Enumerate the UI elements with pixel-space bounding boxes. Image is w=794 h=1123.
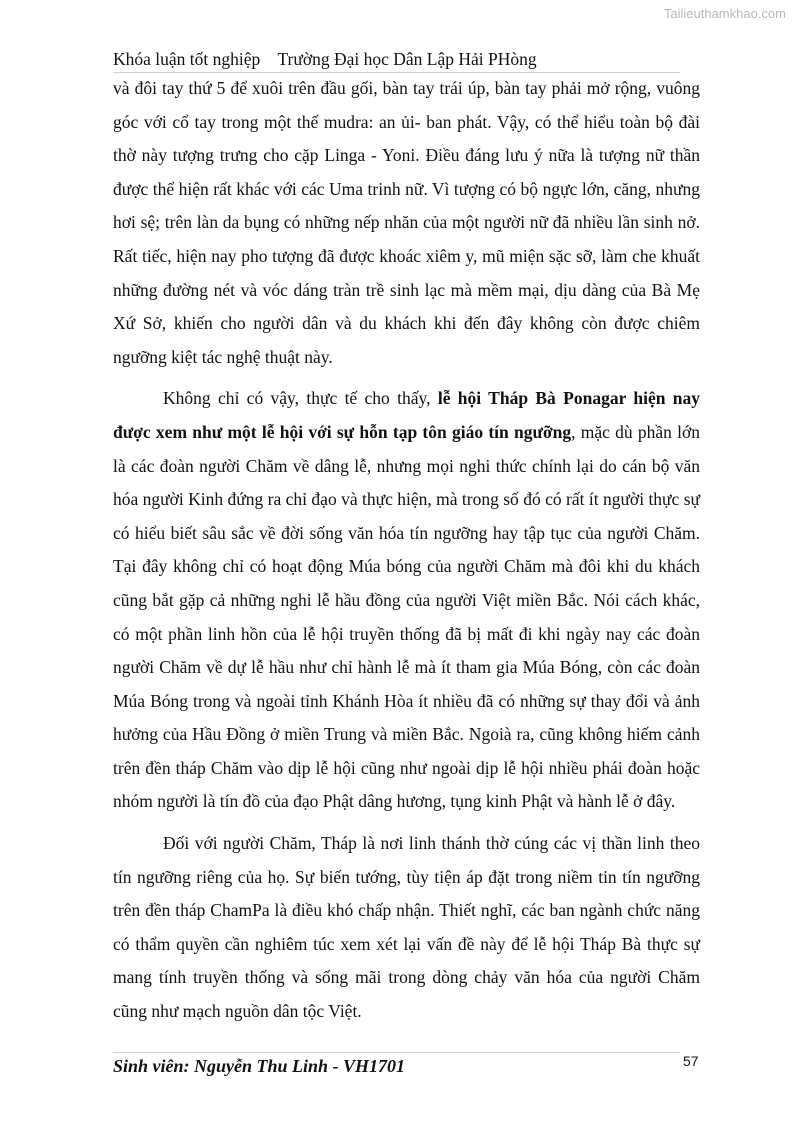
- footer-author: Sinh viên: Nguyễn Thu Linh - VH1701: [113, 1056, 406, 1076]
- page-number: 57: [683, 1053, 699, 1069]
- paragraph-2-text-start: Không chỉ có vậy, thực tế cho thấy,: [163, 388, 438, 409]
- paragraph-1: [113, 72, 700, 374]
- running-header: Khóa luận tốt nghiệp Trường Đại học Dân Lập Hải PHòng: [113, 49, 537, 69]
- footer-divider: [113, 1052, 680, 1053]
- paragraph-1-text: và đôi tay thứ 5 để xuôi trên đầu gối, bàn tay trái úp, bàn tay phải mở rộng, vuông góc với cổ tay trong một thế mudra: an ủi- ban phát. Vậy, có thể hiểu toàn bộ đài thờ này tượng trưng cho cặp Linga - Yoni. Điều đáng lưu ý nữa là tượng nữ thần được thể hiện rất khác với các Uma trinh nữ. Vì tượng có bộ ngực lớn, căng, nhưng hơi sệ; trên làn da bụng có những nếp nhăn của một người nữ đã nhiều lần sinh nở. Rất tiếc, hiện nay pho tượng đã được khoác xiêm y, mũ miện sặc sỡ, làm che khuất những đường nét và vóc dáng tràn trề sinh lạc mà mềm mại, dịu dàng của Bà Mẹ Xứ Sở, khiến cho người dân và du khách khi đến đây không còn được chiêm ngưỡng kiệt tác nghệ thuật này.: [113, 78, 700, 367]
- watermark-text: Tailieuthamkhao.com: [663, 6, 786, 21]
- paragraph-2-bold-phrase: lễ hội Tháp Bà Ponagar hiện nay được xem như một lễ hội với sự hỗn tạp tôn giáo tín ngưỡng: [113, 388, 701, 442]
- paragraph-2: [113, 382, 700, 819]
- document-body: [113, 72, 700, 1037]
- paragraph-3-text: Đối với người Chăm, Tháp là nơi linh thánh thờ cúng các vị thần linh theo tín ngưỡng riêng của họ. Sự biến tướng, tùy tiện áp đặt trong niềm tin tín ngưỡng trên đền tháp ChamPa là điều khó chấp nhận. Thiết nghĩ, các ban ngành chức năng có thẩm quyền cần nghiêm túc xem xét lại vấn đề này để lễ hội Tháp Bà thực sự mang tính truyền thống và sống mãi trong dòng chảy văn hóa của người Chăm cũng như mạch nguồn dân tộc Việt.: [113, 833, 700, 1022]
- paragraph-2-text-end: , mặc dù phần lớn là các đoàn người Chăm về dâng lễ, nhưng mọi nghi thức chính lại do cán bộ văn hóa người Kinh đứng ra chỉ đạo và thực hiện, mà trong số đó có rất ít người thực sự có hiểu biết sâu sắc về đời sống văn hóa tín ngưỡng hay tập tục của người Chăm. Tại đây không chỉ có hoạt động Múa bóng của người Chăm mà đôi khi du khách cũng bắt gặp cả những nghi lễ hầu đồng của người Việt miền Bắc. Nói cách khác, có một phần linh hồn của lễ hội truyền thống đã bị mất đi khi ngày nay các đoàn người Chăm về dự lễ hầu như chỉ hành lễ mà ít tham gia Múa Bóng, còn các đoàn Múa Bóng trong và ngoài tỉnh Khánh Hòa ít nhiều đã có những sự thay đổi và ảnh hưởng của Hầu Đồng ở miền Trung và miền Bắc. Ngoià ra, cũng không hiếm cảnh trên đền tháp Chăm vào dịp lễ hội cũng như ngoài dịp lễ hội nhiều phái đoàn hoặc nhóm người là tín đồ của đạo Phật dâng hương, tụng kinh Phật và hành lễ ở đây.: [113, 421, 701, 812]
- paragraph-3: [113, 827, 700, 1029]
